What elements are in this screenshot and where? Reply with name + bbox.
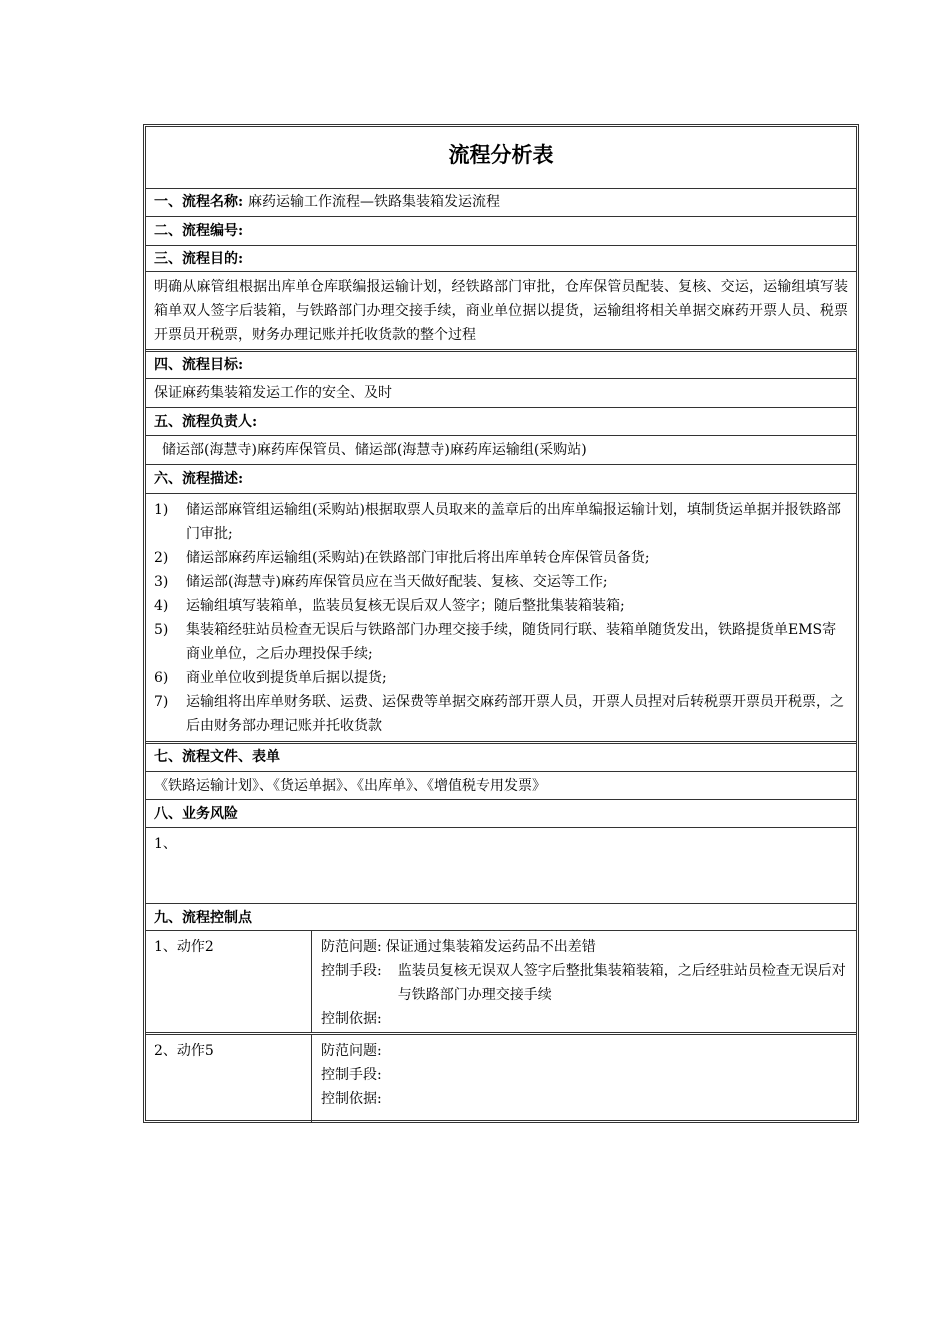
process-description-list bbox=[146, 494, 856, 744]
process-number-row bbox=[146, 217, 856, 246]
control-point-details bbox=[312, 931, 856, 1032]
control-point-row bbox=[146, 931, 856, 1035]
process-analysis-table bbox=[143, 124, 859, 1123]
list-item: 2) 储运部麻药库运输组(采购站)在铁路部门审批后将出库单转仓库保管员备货; bbox=[154, 550, 650, 566]
page-title: 流程分析表 bbox=[146, 127, 856, 189]
process-description-header bbox=[146, 465, 856, 494]
basis-label: 控制依据: bbox=[321, 1011, 382, 1027]
process-documents-label: 七、流程文件、表单 bbox=[154, 749, 280, 765]
process-purpose-text: 明确从麻管组根据出库单仓库联编报运输计划，经铁路部门审批，仓库保管员配装、复核、交运，运输组填写装箱单双人签字后装箱，与铁路部门办理交接手续，商业单位据以提货，运输组将相关单据交麻药开票人员、税票开票员开税票，财务办理记账并托收货款的整个过程 bbox=[146, 272, 856, 352]
process-goal-label: 四、流程目标: bbox=[154, 357, 244, 373]
list-item: 1) 储运部麻管组运输组(采购站)根据取票人员取来的盖章后的出库单编报运输计划，填制货运单据并报铁路部门审批; bbox=[154, 502, 841, 542]
process-purpose-header bbox=[146, 246, 856, 272]
control-points-label: 九、流程控制点 bbox=[154, 910, 252, 926]
process-name-value: 麻药运输工作流程—铁路集装箱发运流程 bbox=[248, 194, 501, 210]
control-point-details bbox=[312, 1035, 856, 1123]
means-label: 控制手段: bbox=[321, 963, 382, 979]
prevent-value bbox=[382, 1039, 848, 1063]
process-owner-label: 五、流程负责人: bbox=[154, 414, 258, 430]
basis-value bbox=[382, 1087, 848, 1111]
process-name-row bbox=[146, 189, 856, 217]
business-risk-header bbox=[146, 800, 856, 828]
basis-label: 控制依据: bbox=[321, 1091, 382, 1107]
control-point-action: 1、动作2 bbox=[146, 931, 312, 1032]
process-goal-header bbox=[146, 352, 856, 379]
process-owner-text: 储运部(海慧寺)麻药库保管员、储运部(海慧寺)麻药库运输组(采购站) bbox=[146, 436, 856, 465]
process-documents-header bbox=[146, 744, 856, 772]
list-item: 3) 储运部(海慧寺)麻药库保管员应在当天做好配装、复核、交运等工作; bbox=[154, 574, 608, 590]
list-item: 5) 集装箱经驻站员检查无误后与铁路部门办理交接手续，随货同行联、装箱单随货发出，铁路提货单EMS寄商业单位，之后办理投保手续; bbox=[154, 622, 837, 662]
list-item: 7) 运输组将出库单财务联、运费、运保费等单据交麻药部开票人员，开票人员捏对后转税票开票员开税票，之后由财务部办理记账并托收货款 bbox=[154, 694, 844, 734]
means-value bbox=[382, 1063, 848, 1087]
control-point-action: 2、动作5 bbox=[146, 1035, 312, 1123]
means-label: 控制手段: bbox=[321, 1067, 382, 1083]
prevent-label: 防范问题: bbox=[321, 1043, 382, 1059]
list-item: 6) 商业单位收到提货单后据以提货; bbox=[154, 670, 387, 686]
list-item: 4) 运输组填写装箱单，监装员复核无误后双人签字；随后整批集装箱装箱; bbox=[154, 598, 625, 614]
process-purpose-label: 三、流程目的: bbox=[154, 251, 244, 267]
prevent-label: 防范问题: bbox=[321, 939, 382, 955]
process-number-label: 二、流程编号: bbox=[154, 223, 244, 239]
control-point-row bbox=[146, 1035, 856, 1123]
process-owner-header bbox=[146, 408, 856, 436]
basis-value bbox=[382, 1007, 848, 1031]
business-risk-label: 八、业务风险 bbox=[154, 806, 238, 822]
prevent-value: 保证通过集装箱发运药品不出差错 bbox=[385, 939, 596, 955]
business-risk-text: 1、 bbox=[146, 828, 856, 904]
control-points-header bbox=[146, 904, 856, 931]
process-description-label: 六、流程描述: bbox=[154, 471, 244, 487]
process-name-label: 一、流程名称: bbox=[154, 194, 244, 210]
process-goal-text: 保证麻药集装箱发运工作的安全、及时 bbox=[146, 379, 856, 408]
means-value: 监装员复核无误双人签字后整批集装箱装箱，之后经驻站员检查无误后对与铁路部门办理交接手续 bbox=[397, 963, 846, 1003]
process-documents-text: 《铁路运输计划》、《货运单据》、《出库单》、《增值税专用发票》 bbox=[146, 772, 856, 800]
